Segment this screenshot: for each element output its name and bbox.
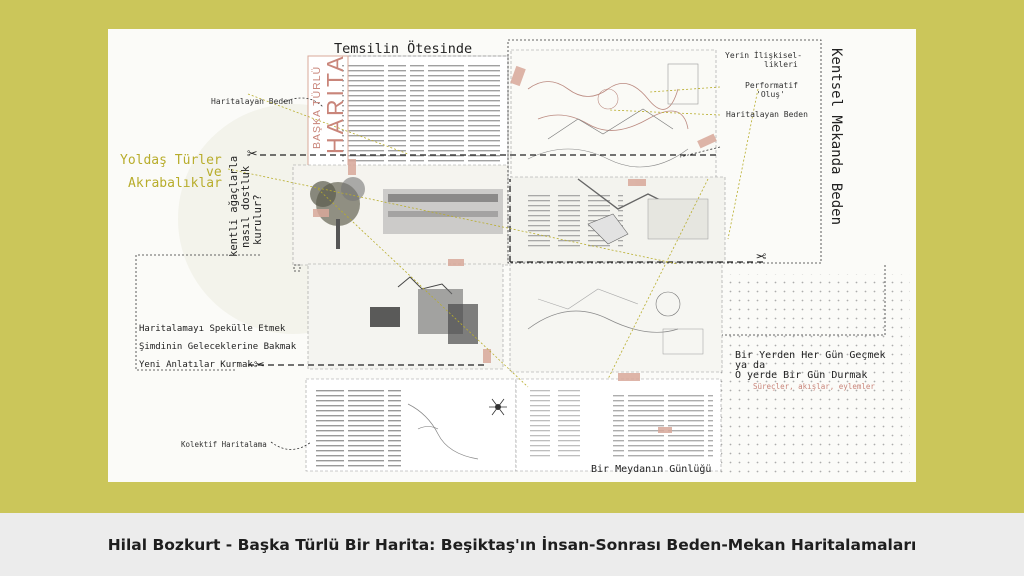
bottom-text-page (306, 379, 721, 471)
sketch-lower-right (510, 262, 722, 372)
list-item-3: Yeni Anlatılar Kurmak (139, 360, 253, 370)
label-ya-da: ya da (735, 360, 766, 371)
photo-collage (308, 264, 503, 369)
map-poster (108, 29, 916, 482)
label-surecler: Süreçler, akışlar, eylemler (753, 382, 875, 391)
question-line-2: nasıl dostluk (240, 165, 252, 248)
label-bir-yerden: Bir Yerden Her Gün Geçmek (735, 350, 886, 361)
list-item-2: Şimdinin Geleceklerine Bakmak (139, 342, 297, 352)
question-line-3: kurulur? (252, 194, 264, 245)
title-top: Temsilin Ötesinde (334, 41, 473, 57)
scissors-icon: ✂ (254, 355, 265, 375)
label-haritalayan-beden-right: Haritalayan Beden (726, 110, 808, 119)
scissors-icon: ✂ (756, 247, 767, 267)
label-yoldas-3: Akrabalıklar (128, 176, 222, 191)
title-right: Kentsel Mekanda Beden (828, 48, 844, 226)
question-line-1: kentli ağaçlarla (228, 155, 240, 257)
label-yerin-2: likleri (764, 60, 798, 69)
label-yoldas-1: Yoldaş Türler (120, 153, 222, 168)
list-item-1: Haritalamayı Spekülle Etmek (139, 324, 286, 334)
sketch-top-right (511, 50, 716, 182)
label-yerin-1: Yerin İlişkisel- (725, 51, 803, 60)
label-haritalayan-beden-left: Haritalayan Beden (211, 97, 293, 106)
label-performatif-1: Performatif (745, 81, 798, 90)
caption: Hilal Bozkurt - Başka Türlü Bir Harita: Beşiktaş'ın İnsan-Sonrası Beden-Mekan Haritalamaları (107, 536, 917, 554)
scissors-icon: ✂ (247, 144, 258, 164)
booklet-big-title: HARITA (322, 53, 348, 154)
label-o-yerde: O yerde Bir Gün Durmak (735, 370, 868, 381)
map-collage (510, 177, 725, 262)
booklet-small-title: BAŞKA TÜRLÜ (311, 65, 323, 149)
label-kolektif: Kolektif Haritalama (181, 440, 267, 449)
label-meydan: Bir Meydanın Günlüğü (591, 464, 712, 475)
label-yoldas-2: ve (206, 165, 222, 180)
label-performatif-2: 'Oluş' (756, 90, 785, 99)
